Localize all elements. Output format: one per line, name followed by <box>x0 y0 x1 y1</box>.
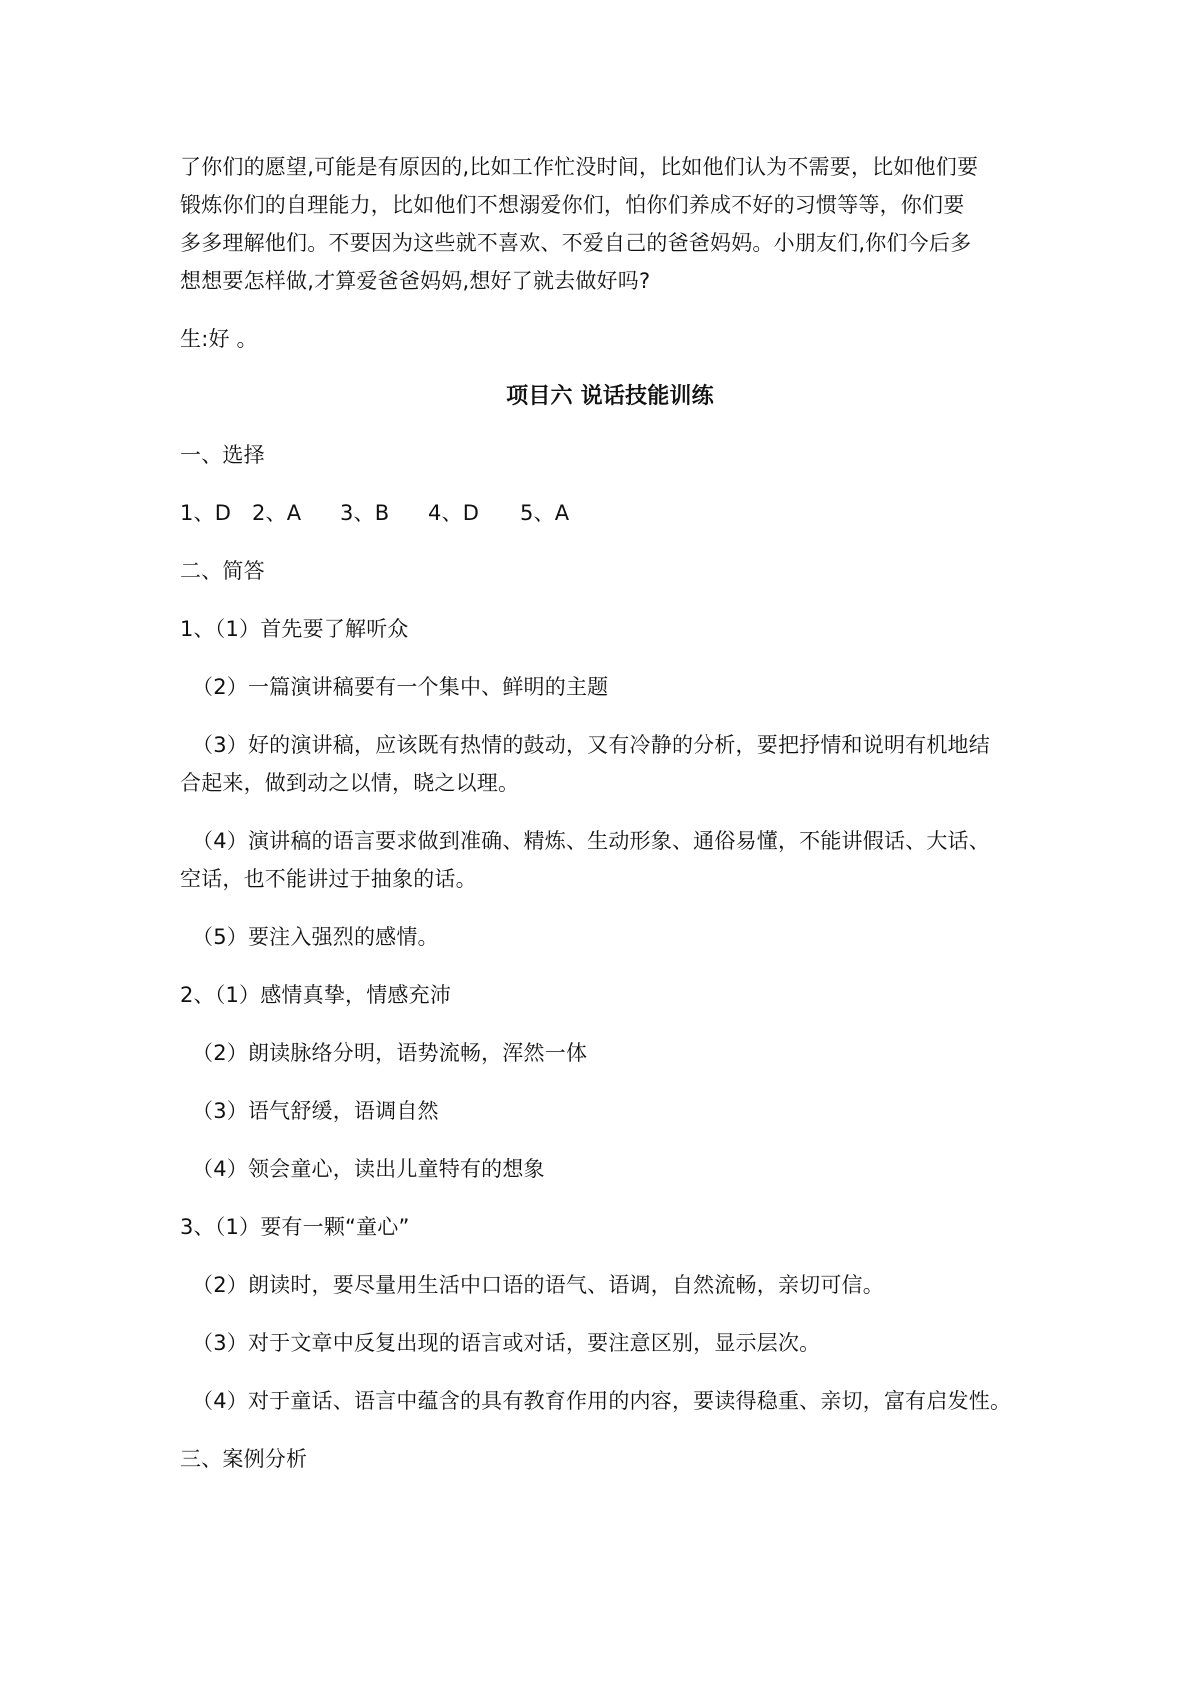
q3-item: （4）对于童话、语言中蕴含的具有教育作用的内容，要读得稳重、亲切，富有启发性。 <box>192 1389 1012 1413</box>
choice-answer: 5、A <box>520 501 570 525</box>
q1-item-line: 空话，也不能讲过于抽象的话。 <box>180 867 477 891</box>
q3-item: 3、（1）要有一颗“童心” <box>180 1215 410 1239</box>
q2-item: 2、（1）感情真挚，情感充沛 <box>180 983 452 1007</box>
q3-item: （3）对于文章中反复出现的语言或对话，要注意区别，显示层次。 <box>192 1331 821 1355</box>
part1-heading: 一、选择 <box>180 443 265 467</box>
q2-item: （3）语气舒缓，语调自然 <box>192 1099 439 1123</box>
intro-line: 了你们的愿望,可能是有原因的,比如工作忙没时间，比如他们认为不需要，比如他们要 <box>180 155 979 179</box>
q3-item: （2）朗读时，要尽量用生活中口语的语气、语调，自然流畅，亲切可信。 <box>192 1273 884 1297</box>
q1-item: （5）要注入强烈的感情。 <box>192 925 439 949</box>
intro-line: 锻炼你们的自理能力，比如他们不想溺爱你们，怕你们养成不好的习惯等等，你们要 <box>180 193 965 217</box>
part2-heading: 二、简答 <box>180 559 265 583</box>
intro-line: 多多理解他们。不要因为这些就不喜欢、不爱自己的爸爸妈妈。小朋友们,你们今后多 <box>180 231 972 255</box>
q1-item-line: （3）好的演讲稿，应该既有热情的鼓动，又有冷静的分析，要把抒情和说明有机地结 <box>192 733 990 757</box>
q2-item: （2）朗读脉络分明，语势流畅，浑然一体 <box>192 1041 588 1065</box>
q1-item-line: （4）演讲稿的语言要求做到准确、精炼、生动形象、通俗易懂，不能讲假话、大话、 <box>192 829 990 853</box>
q1-item: （2）一篇演讲稿要有一个集中、鲜明的主题 <box>192 675 609 699</box>
intro-line: 想想要怎样做,才算爱爸爸妈妈,想好了就去做好吗? <box>180 269 651 293</box>
q1-item <box>180 726 1040 802</box>
document-body <box>180 148 1040 1478</box>
q2-item: （4）领会童心，读出儿童特有的想象 <box>192 1157 545 1181</box>
q1-item-line: 合起来，做到动之以情，晓之以理。 <box>180 771 520 795</box>
part3-heading: 三、案例分析 <box>180 1447 308 1471</box>
choice-answer: 1、D <box>180 501 232 525</box>
student-reply: 生:好 。 <box>180 327 258 351</box>
q1-item <box>180 822 1040 898</box>
choice-answer: 2、A <box>252 501 302 525</box>
intro-paragraph <box>180 148 1040 300</box>
choice-answer: 3、B <box>340 501 390 525</box>
section-title: 项目六 说话技能训练 <box>506 384 714 409</box>
choice-answers <box>180 494 1040 532</box>
choice-answer: 4、D <box>428 501 480 525</box>
q1-item: 1、（1）首先要了解听众 <box>180 617 409 641</box>
